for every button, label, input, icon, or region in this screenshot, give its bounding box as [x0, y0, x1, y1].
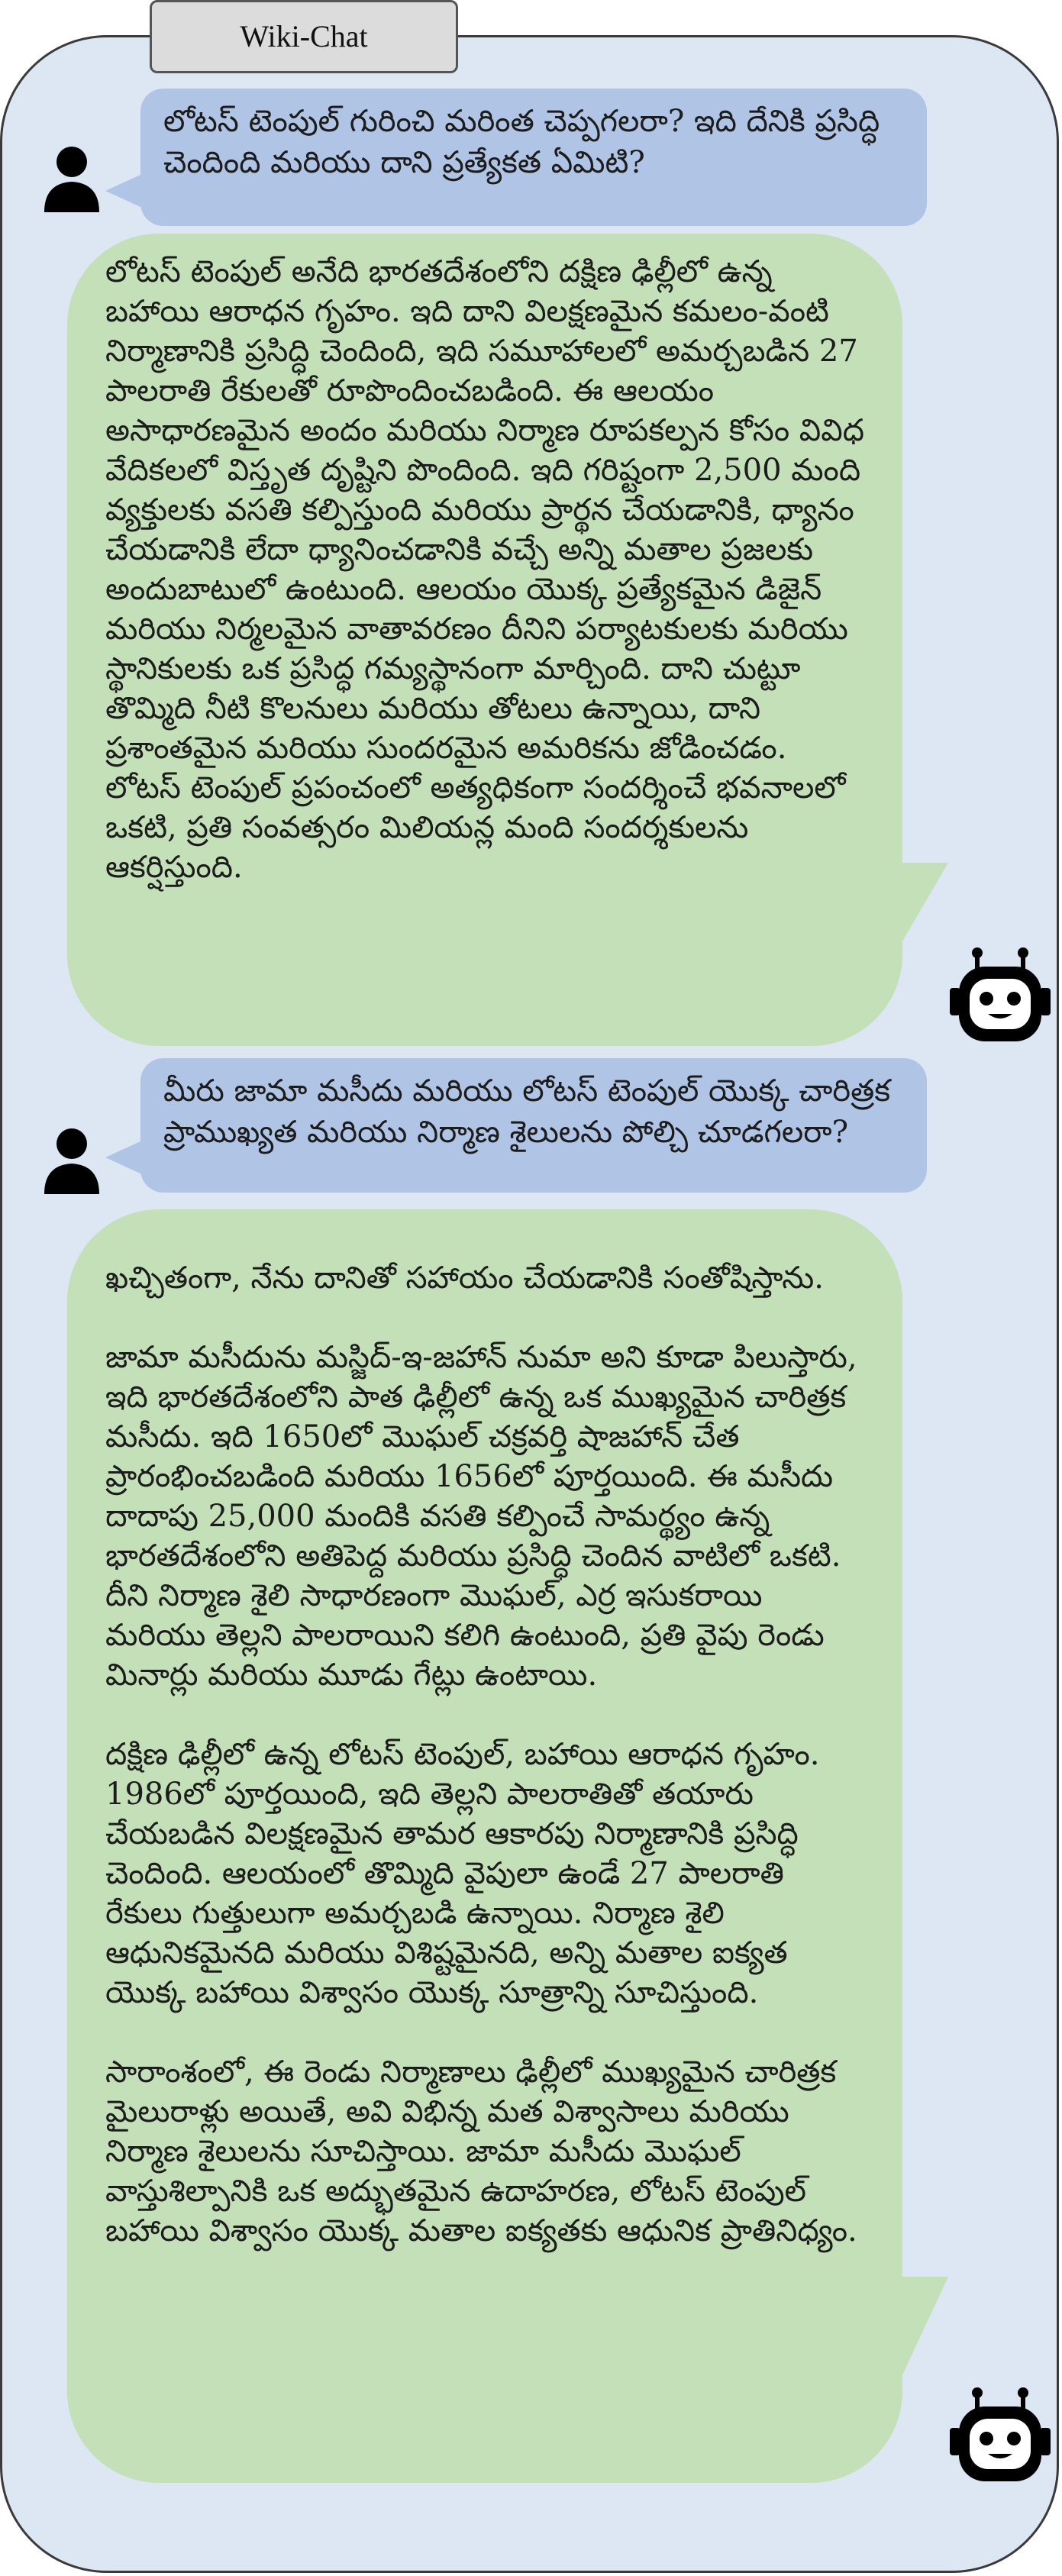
bot-message-paragraph: ఖచ్చితంగా, నేను దానితో సహాయం చేయడానికి సంతోషిస్తాను. [105, 1261, 824, 1296]
user-message-bubble [140, 1058, 927, 1193]
robot-icon [950, 2387, 1051, 2484]
user-avatar-icon [43, 145, 101, 214]
app-title-tab: Wiki-Chat [150, 0, 458, 73]
user-message-text: మీరు జామా మసీదు మరియు లోటస్ టెంపుల్ యొక్క చారిత్రక ప్రాముఖ్యత మరియు నిర్మాణ శైలులను పోల్చి చూడగలరా? [163, 1073, 891, 1150]
bot-message-paragraph: సారాంశంలో, ఈ రెండు నిర్మాణాలు ఢిల్లీలో ముఖ్యమైన చారిత్రక మైలురాళ్లు అయితే, అవి విభిన్న మత విశ్వాసాలు మరియు నిర్మాణ శైలులను సూచిస్తాయి. జామా మసీదు మొఘల్ వాస్తుశిల్పానికి ఒక అద్భుతమైన ఉదాహరణ, లోటస్ టెంపుల్ బహాయి విశ్వాసం యొక్క మతాల ఐక్యతకు ఆధునిక ప్రాతినిధ్యం. [105, 2055, 857, 2248]
bot-message-paragraph: జామా మసీదును మస్జిద్-ఇ-జహాన్ నుమా అని కూడా పిలుస్తారు, ఇది భారతదేశంలోని పాత ఢిల్లీలో ఉన్న ఒక ముఖ్యమైన చారిత్రక మసీదు. ఇది 1650లో మొఘల్ చక్రవర్తి షాజహాన్ చేత ప్రారంభించబడింది మరియు 1656లో పూర్తయింది. ఈ మసీదు దాదాపు 25,000 మందికి వసతి కల్పించే సామర్థ్యం ఉన్న భారతదేశంలోని అతిపెద్ద మరియు ప్రసిద్ధి చెందిన వాటిలో ఒకటి. దీని నిర్మాణ శైలి సాధారణంగా మొఘల్, ఎర్ర ఇసుకరాయి మరియు తెల్లని పాలరాయిని కలిగి ఉంటుంది, ప్రతి వైపు రెండు మినార్లు మరియు మూడు గేట్లు ఉంటాయి. [105, 1340, 857, 1693]
robot-icon [950, 947, 1051, 1044]
user-message-text: లోటస్ టెంపుల్ గురించి మరింత చెప్పగలరా? ఇది దేనికి ప్రసిద్ధి చెందింది మరియు దాని ప్రత్యేకత ఏమిటి? [163, 104, 880, 180]
bot-message-bubble [67, 1209, 902, 2483]
user-avatar-icon [43, 1127, 101, 1196]
bot-message-paragraph: లోటస్ టెంపుల్ అనేది భారతదేశంలోని దక్షిణ ఢిల్లీలో ఉన్న బహాయి ఆరాధన గృహం. ఇది దాని విలక్షణమైన కమలం-వంటి నిర్మాణానికి ప్రసిద్ధి చెందింది, ఇది సమూహాలలో అమర్చబడిన 27 పాలరాతి రేకులతో రూపొందించబడింది. ఈ ఆలయం అసాధారణమైన అందం మరియు నిర్మాణ రూపకల్పన కోసం వివిధ వేదికలలో విస్తృత దృష్టిని పొందింది. ఇది గరిష్టంగా 2,500 మంది వ్యక్తులకు వసతి కల్పిస్తుంది మరియు ప్రార్థన చేయడానికి, ధ్యానం చేయడానికి లేదా ధ్యానించడానికి వచ్చే అన్ని మతాల ప్రజలకు అందుబాటులో ఉంటుంది. ఆలయం యొక్క ప్రత్యేకమైన డిజైన్ మరియు నిర్మలమైన వాతావరణం దీనిని పర్యాటకులకు మరియు స్థానికులకు ఒక ప్రసిద్ధ గమ్యస్థానంగా మార్చింది. దాని చుట్టూ తొమ్మిది నీటి కొలనులు మరియు తోటలు ఉన్నాయి, దాని ప్రశాంతమైన మరియు సుందరమైన అమరికను జోడించడం. లోటస్ టెంపుల్ ప్రపంచంలో అత్యధికంగా సందర్శించే భవనాలలో ఒకటి, ప్రతి సంవత్సరం మిలియన్ల మంది సందర్శకులను ఆకర్షిస్తుంది. [105, 254, 864, 885]
bot-message-bubble [67, 234, 902, 1046]
bot-message-paragraph: దక్షిణ ఢిల్లీలో ఉన్న లోటస్ టెంపుల్, బహాయి ఆరాధన గృహం. 1986లో పూర్తయింది, ఇది తెల్లని పాలరాతితో తయారు చేయబడిన విలక్షణమైన తామర ఆకారపు నిర్మాణానికి ప్రసిద్ధి చెందింది. ఆలయంలో తొమ్మిది వైపులా ఉండే 27 పాలరాతి రేకులు గుత్తులుగా అమర్చబడి ఉన్నాయి. నిర్మాణ శైలి ఆధునికమైనది మరియు విశిష్టమైనది, అన్ని మతాల ఐక్యత యొక్క బహాయి విశ్వాసం యొక్క సూత్రాన్ని సూచిస్తుంది. [105, 1737, 820, 2010]
user-message-bubble [140, 89, 927, 226]
